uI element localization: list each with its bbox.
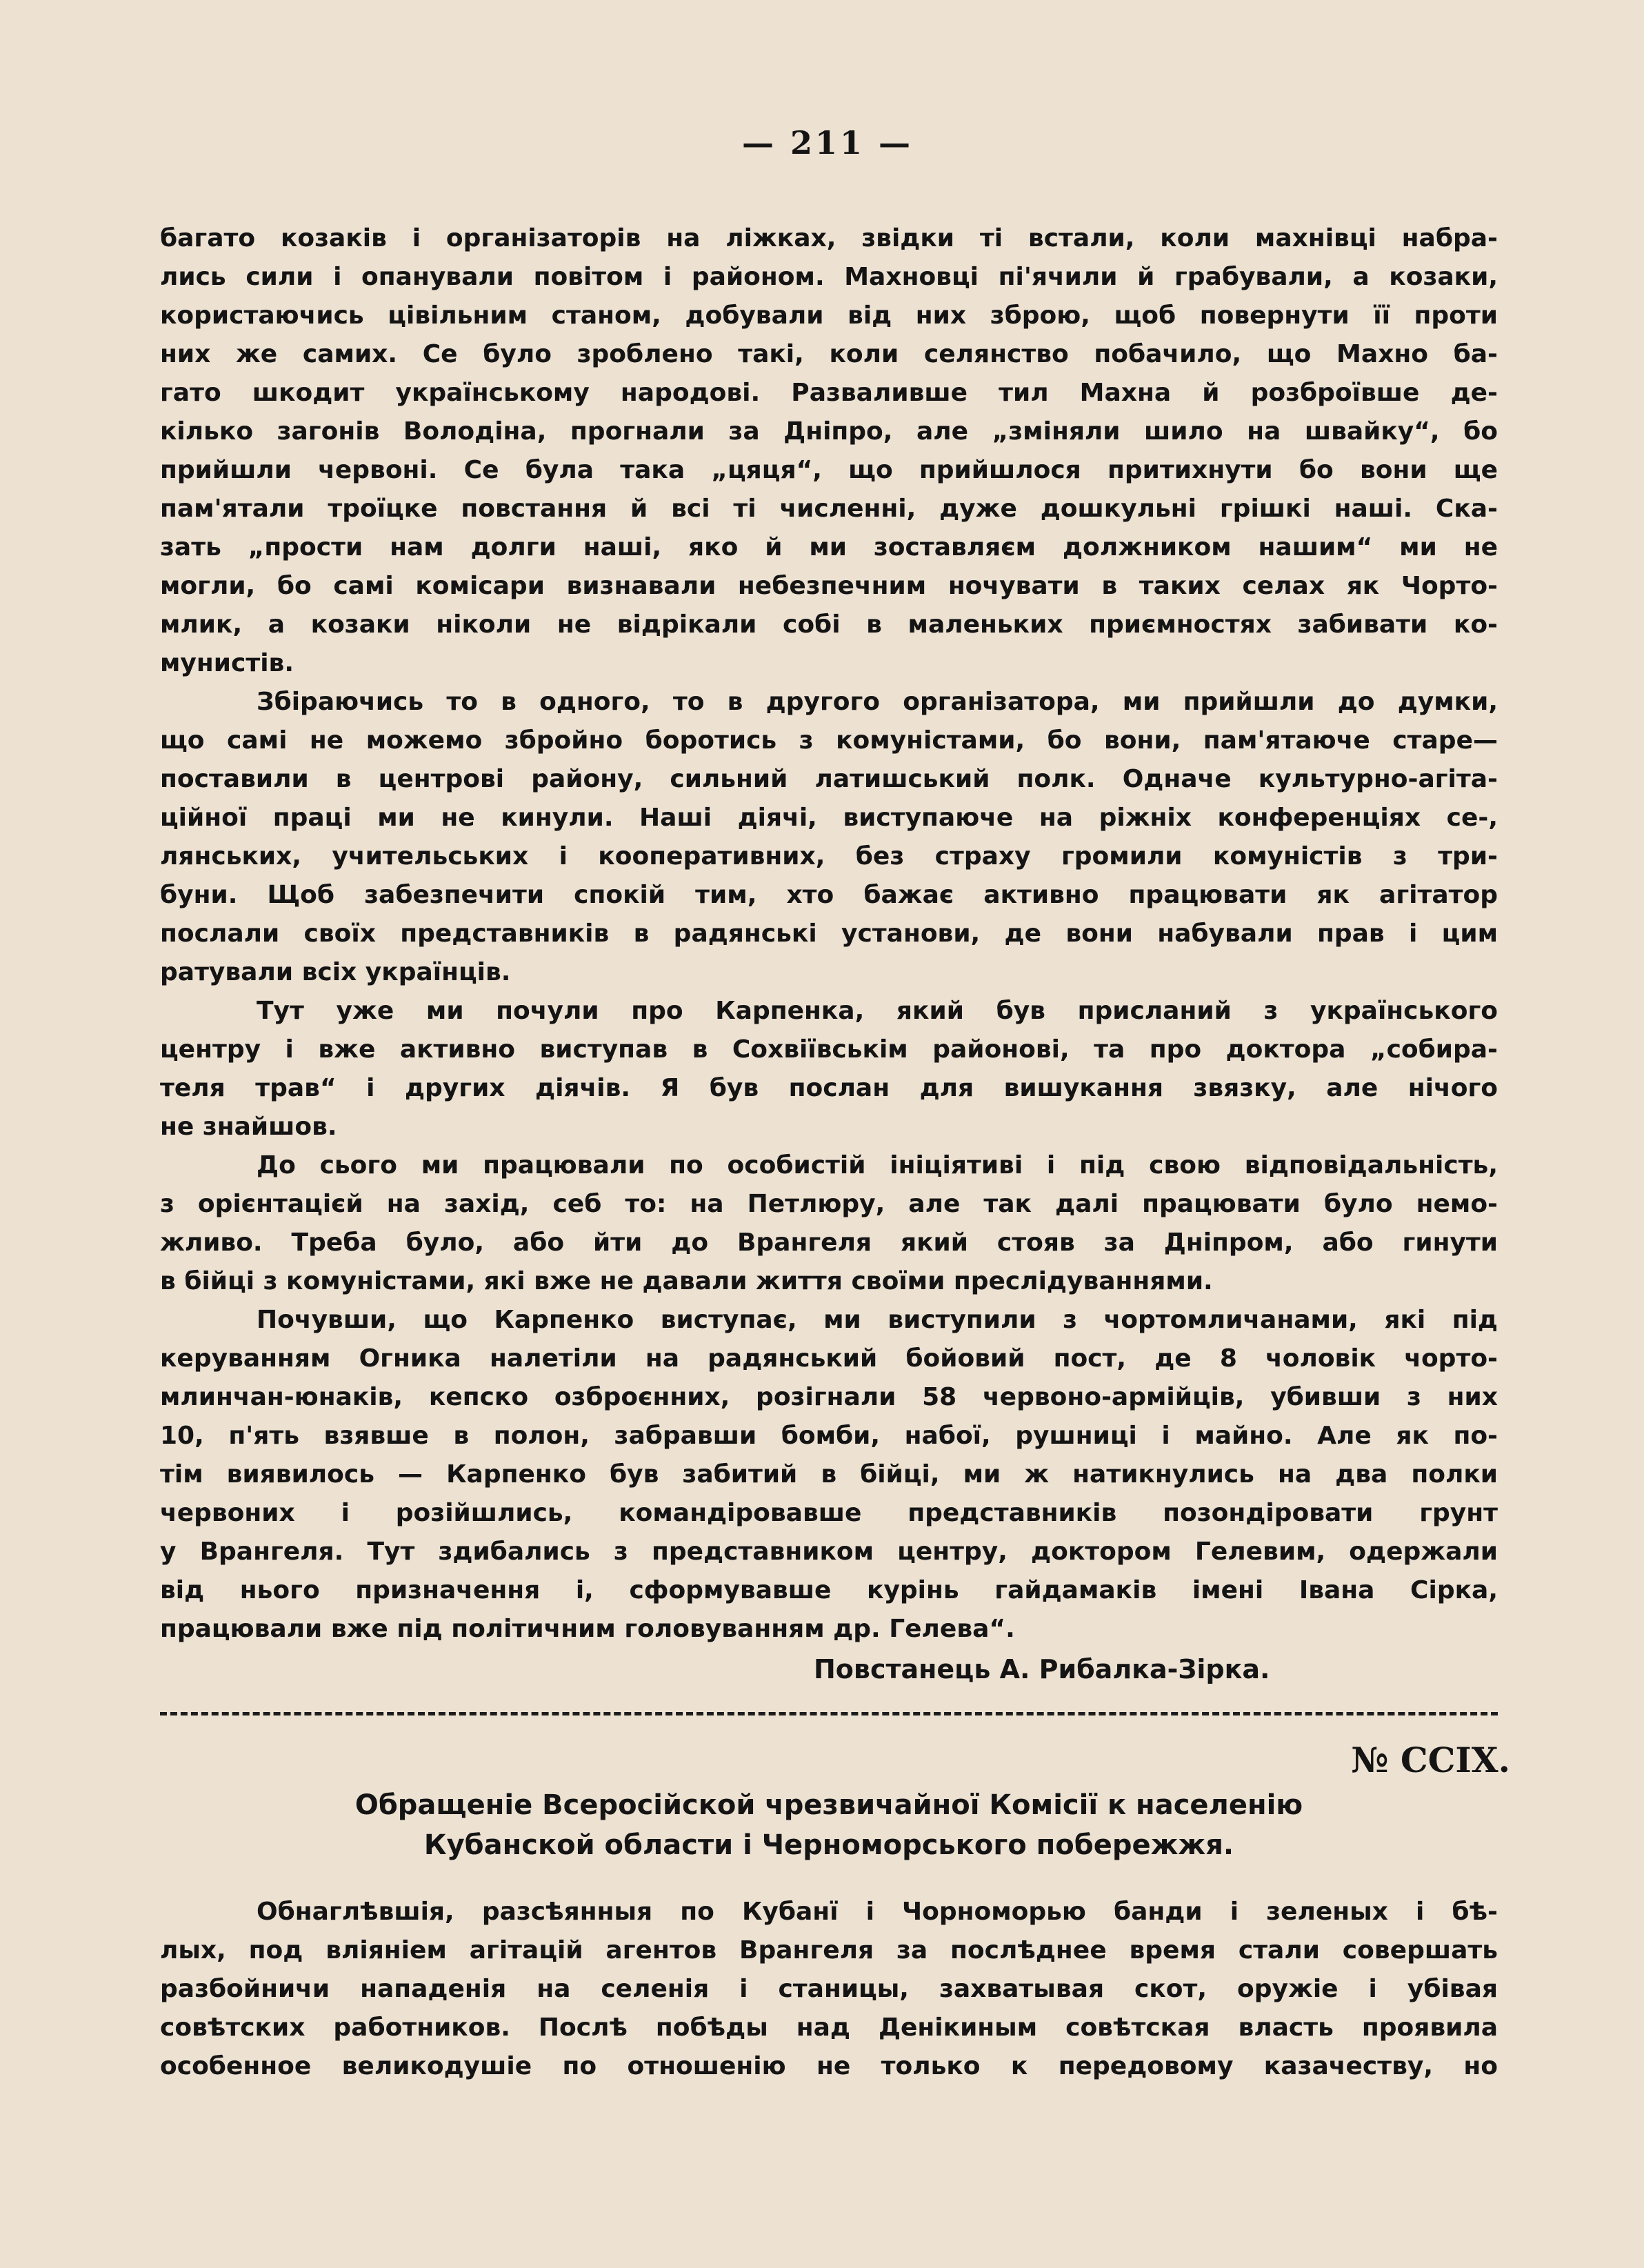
page-number: — 211 — <box>741 124 914 161</box>
text-line: кілько загонів Володіна, прогнали за Дніпро, але „зміняли шило на швайку“, бо <box>160 417 1498 446</box>
document-title-line: Обращеніе Всеросійской чрезвичайної Комісії к населенію <box>354 1789 1303 1821</box>
text-line: ційної праці ми не кинули. Наші діячі, виступаюче на ріжніх конференціях се-, <box>160 804 1498 832</box>
text-line: буни. Щоб забезпечити спокій тим, хто бажає активно працювати як агітатор <box>160 881 1498 909</box>
text-line: теля трав“ і других діячів. Я був послан для вишукання звязку, але нічого <box>160 1074 1498 1102</box>
text-line: ратували всіх українців. <box>160 958 511 986</box>
text-line: багато козаків і організаторів на ліжках, звідки ті встали, коли махнівці набра- <box>160 224 1498 252</box>
text-line: гато шкодит українському народові. Разваливше тил Махна й розброївше де- <box>160 379 1498 407</box>
text-line: в бійці з комуністами, які вже не давали життя своїми преслідуваннями. <box>160 1267 1213 1295</box>
text-line: зать „прости нам долги наші, яко й ми зоставляєм должником нашим“ ми не <box>160 533 1498 561</box>
text-line: мунистів. <box>160 649 294 677</box>
text-line: могли, бо самі комісари визнавали небезпечним ночувати в таких селах як Чорто- <box>160 572 1498 600</box>
text-line: млинчан-юнаків, кепско озброєнних, розігнали 58 червоно-армійців, убивши з них <box>160 1383 1498 1411</box>
text-line: них же самих. Се було зроблено такі, коли селянство побачило, що Махно ба- <box>160 340 1498 368</box>
text-line: не знайшов. <box>160 1113 337 1141</box>
document-number: № CCIX. <box>1351 1740 1510 1780</box>
text-line: червоних і розійшлись, командіровавше представників позондіровати грунт <box>160 1499 1498 1527</box>
text-line: керуванням Огника налетіли на радянський бойовий пост, де 8 чоловік чорто- <box>160 1344 1498 1373</box>
divider-rule <box>160 1712 1498 1715</box>
text-line: користаючись цівільним станом, добували від них зброю, щоб повернути її проти <box>160 301 1498 330</box>
text-line: прийшли червоні. Се була така „цяця“, що прийшлося притихнути бо вони ще <box>160 456 1498 484</box>
text-line: центру і вже активно виступав в Сохвіївськім районові, та про доктора „собира- <box>160 1035 1498 1064</box>
text-line: працювали вже під політичним головуванням др. Гелева“. <box>160 1615 1015 1643</box>
text-line: лых, под вліяніем агітацій агентов Врангеля за послѣднее время стали совершать <box>160 1936 1498 1964</box>
text-line: жливо. Треба було, або йти до Врангеля який стояв за Дніпром, або гинути <box>160 1228 1498 1257</box>
text-line: особенное великодушіе по отношенію не только к передовому казачеству, но <box>160 2052 1498 2080</box>
signature: Повстанець А. Рибалка-Зірка. <box>814 1654 1270 1684</box>
text-line: лись сили і опанували повітом і районом. Махновці пі'ячили й грабували, а козаки, <box>160 263 1498 291</box>
text-line: тім виявилось — Карпенко був забитий в бійці, ми ж натикнулись на два полки <box>160 1460 1498 1489</box>
text-line: Почувши, що Карпенко виступає, ми виступили з чортомличанами, які під <box>257 1306 1498 1334</box>
text-line: Тут уже ми почули про Карпенка, який був присланий з українського <box>257 997 1498 1025</box>
text-line: До сього ми працювали по особистій ініціятиві і під свою відповідальність, <box>257 1151 1498 1180</box>
text-line: лянських, учительських і кооперативних, без страху громили комуністів з три- <box>160 842 1498 871</box>
text-line: поставили в центрові району, сильний латишський полк. Одначе культурно-агіта- <box>160 765 1498 793</box>
text-line: совѣтских работников. Послѣ побѣды над Денікиным совѣтская власть проявила <box>160 2013 1498 2042</box>
text-line: 10, п'ять взявше в полон, забравши бомби, набої, рушниці і майно. Але як по- <box>160 1422 1498 1450</box>
text-line: що самі не можемо збройно боротись з комуністами, бо вони, пам'ятаюче старе— <box>160 726 1498 755</box>
text-line: у Врангеля. Тут здибались з представником центру, доктором Гелевим, одержали <box>160 1538 1498 1566</box>
text-line: Обнаглѣвшія, разсѣянныя по Кубанї і Чорноморью банди і зеленых і бѣ- <box>257 1898 1498 1926</box>
text-line: разбойничи нападенія на селенія і станицы, захватывая скот, оружіе і убівая <box>160 1975 1498 2003</box>
text-line: від нього призначення і, сформувавше курінь гайдамаків імені Івана Сірка, <box>160 1576 1498 1604</box>
text-line: Збіраючись то в одного, то в другого організатора, ми прийшли до думки, <box>257 688 1498 716</box>
text-line: млик, а козаки ніколи не відрікали собі в маленьких приємностях забивати ко- <box>160 610 1498 639</box>
text-line: з орієнтацієй на захід, себ то: на Петлюру, але так далі працювати було немо- <box>160 1190 1498 1218</box>
text-line: пам'ятали троїцке повстання й всі ті численні, дуже дошкульні грішкі наші. Ска- <box>160 495 1498 523</box>
document-title-line: Кубанской области і Черноморського побережжя. <box>423 1829 1234 1861</box>
text-line: послали своїх представників в радянські установи, де вони набували прав і цим <box>160 919 1498 948</box>
